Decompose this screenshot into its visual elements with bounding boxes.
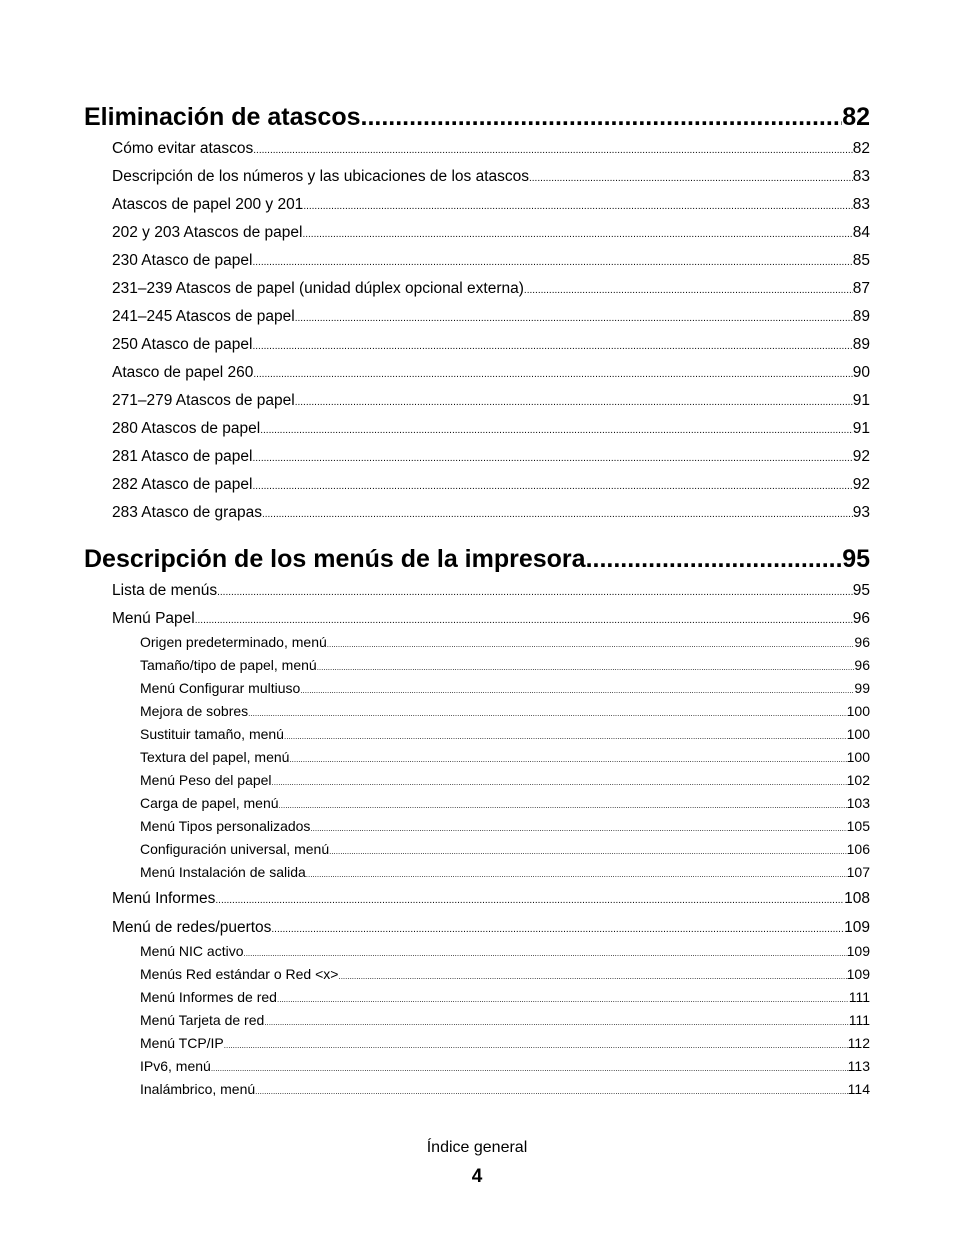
toc-entry[interactable] (112, 224, 870, 246)
dot-leader (310, 824, 846, 833)
dot-leader (252, 481, 852, 492)
toc-subentry-page: 111 (848, 989, 870, 1005)
toc-entry-page: 87 (852, 280, 870, 297)
toc-entry-page: 82 (852, 140, 870, 157)
toc-entry-page: 95 (852, 582, 870, 599)
toc-section-page: 95 (842, 545, 870, 573)
toc-subentry-page: 100 (846, 703, 870, 719)
toc-entry-title: 231–239 Atascos de papel (unidad dúplex opcional externa) (112, 280, 524, 297)
dot-leader (217, 587, 853, 598)
toc-subentry-page: 109 (846, 966, 870, 982)
toc-entry[interactable] (112, 392, 870, 414)
dot-leader (264, 1018, 848, 1027)
toc-subentry-page: 100 (846, 726, 870, 742)
dot-leader (211, 1064, 848, 1073)
toc-entry-title: Menú de redes/puertos (112, 919, 272, 936)
toc-entry-page: 84 (852, 224, 870, 241)
toc-subentry[interactable] (140, 1035, 870, 1055)
toc-entry[interactable] (112, 308, 870, 330)
dot-leader (262, 509, 853, 520)
dot-leader (303, 201, 852, 212)
toc-entry-page: 108 (844, 890, 870, 907)
toc-subentry-page: 99 (854, 680, 870, 696)
toc-subentry[interactable] (140, 795, 870, 815)
dot-leader (284, 732, 847, 741)
dot-leader (361, 103, 843, 132)
toc-subentry-page: 106 (846, 841, 870, 857)
dot-leader (272, 778, 847, 787)
toc-subentry-title: Menús Red estándar o Red <x> (140, 966, 339, 982)
toc-entry-title: 283 Atasco de grapas (112, 504, 262, 521)
toc-subentry[interactable] (140, 1058, 870, 1078)
toc-subentry-page: 105 (846, 818, 870, 834)
toc-subentry-page: 114 (847, 1081, 870, 1097)
toc-entry-title: Cómo evitar atascos (112, 140, 254, 157)
toc-subentry[interactable] (140, 864, 870, 884)
dot-leader (195, 615, 853, 626)
toc-section-title: Eliminación de atascos (84, 103, 361, 131)
toc-entry-title: Descripción de los números y las ubicaciones de los atascos (112, 168, 529, 185)
dot-leader (255, 1087, 848, 1096)
toc-subentry[interactable] (140, 989, 870, 1009)
dot-leader (329, 847, 847, 856)
toc-entry[interactable] (112, 252, 870, 274)
toc-entry-page: 96 (852, 610, 870, 627)
toc-subentry[interactable] (140, 680, 870, 700)
dot-leader (338, 972, 846, 981)
toc-entry-title: 250 Atasco de papel (112, 336, 253, 353)
toc-entry-title: 241–245 Atascos de papel (112, 308, 295, 325)
toc-subentry-title: Menú TCP/IP (140, 1035, 224, 1051)
toc-subentry-title: Menú NIC activo (140, 943, 244, 959)
toc-entry-page: 91 (852, 392, 870, 409)
dot-leader (295, 313, 853, 324)
toc-entry-title: 282 Atasco de papel (112, 476, 253, 493)
toc-subentry-page: 103 (846, 795, 870, 811)
toc-entry[interactable] (112, 280, 870, 302)
toc-section-title: Descripción de los menús de la impresora (84, 545, 586, 573)
toc-subentry[interactable] (140, 818, 870, 838)
toc-entry-page: 83 (852, 168, 870, 185)
toc-entry[interactable] (112, 890, 870, 912)
toc-entry[interactable] (112, 364, 870, 386)
toc-subentry[interactable] (140, 726, 870, 746)
toc-subentry-title: Menú Instalación de salida (140, 864, 306, 880)
toc-subentry[interactable] (140, 966, 870, 986)
toc-section-page: 82 (842, 103, 870, 131)
dot-leader (253, 145, 852, 156)
toc-entry-title: Lista de menús (112, 582, 218, 599)
toc-subentry-page: 96 (854, 657, 870, 673)
dot-leader (302, 229, 852, 240)
dot-leader (300, 686, 854, 695)
dot-leader (260, 425, 853, 436)
toc-subentry-title: Tamaño/tipo de papel, menú (140, 657, 317, 673)
toc-section-heading[interactable] (84, 103, 870, 133)
toc-entry[interactable] (112, 504, 870, 526)
toc-entry[interactable] (112, 919, 870, 941)
dot-leader (277, 995, 849, 1004)
toc-entry-page: 92 (852, 476, 870, 493)
toc-entry-page: 90 (852, 364, 870, 381)
dot-leader (524, 285, 853, 296)
toc-entry-title: 281 Atasco de papel (112, 448, 253, 465)
toc-subentry-title: Menú Informes de red (140, 989, 277, 1005)
toc-entry-page: 89 (852, 336, 870, 353)
toc-entry-title: Atasco de papel 260 (112, 364, 254, 381)
dot-leader (317, 663, 855, 672)
dot-leader (252, 453, 852, 464)
toc-subentry-page: 102 (846, 772, 870, 788)
toc-entry[interactable] (112, 336, 870, 358)
dot-leader (306, 870, 847, 879)
toc-subentry-page: 109 (846, 943, 870, 959)
toc-subentry[interactable] (140, 841, 870, 861)
toc-subentry-title: Textura del papel, menú (140, 749, 290, 765)
dot-leader (215, 895, 844, 906)
toc-subentry[interactable] (140, 1081, 870, 1101)
dot-leader (252, 257, 852, 268)
toc-entry[interactable] (112, 140, 870, 162)
dot-leader (586, 545, 843, 574)
toc-entry[interactable] (112, 196, 870, 218)
toc-subentry-title: Configuración universal, menú (140, 841, 330, 857)
toc-subentry[interactable] (140, 1012, 870, 1032)
dot-leader (248, 709, 846, 718)
toc-entry-page: 85 (852, 252, 870, 269)
toc-subentry[interactable] (140, 703, 870, 723)
toc-entry-page: 109 (844, 919, 870, 936)
toc-entry-page: 92 (852, 448, 870, 465)
toc-entry-title: Menú Informes (112, 890, 216, 907)
toc-entry-page: 89 (852, 308, 870, 325)
footer-label: Índice general (426, 1139, 528, 1156)
toc-subentry[interactable] (140, 943, 870, 963)
dot-leader (529, 173, 853, 184)
dot-leader (289, 755, 846, 764)
toc-subentry-title: Mejora de sobres (140, 703, 249, 719)
toc-entry[interactable] (112, 582, 870, 604)
toc-entry-title: 202 y 203 Atascos de papel (112, 224, 303, 241)
toc-entry-title: Atascos de papel 200 y 201 (112, 196, 304, 213)
toc-subentry-page: 96 (854, 634, 870, 650)
toc-entry-title: 230 Atasco de papel (112, 252, 253, 269)
toc-subentry-title: Sustituir tamaño, menú (140, 726, 284, 742)
toc-subentry-title: Carga de papel, menú (140, 795, 279, 811)
toc-subentry-page: 100 (846, 749, 870, 765)
toc-subentry-title: Menú Tipos personalizados (140, 818, 311, 834)
toc-subentry-title: Inalámbrico, menú (140, 1081, 256, 1097)
toc-entry-title: Menú Papel (112, 610, 195, 627)
toc-entry-page: 93 (852, 504, 870, 521)
toc-subentry-page: 113 (847, 1058, 870, 1074)
toc-subentry-title: Menú Tarjeta de red (140, 1012, 265, 1028)
toc-entry-title: 271–279 Atascos de papel (112, 392, 295, 409)
toc-section-heading[interactable] (84, 545, 870, 575)
page-number: 4 (471, 1166, 483, 1187)
toc-entry[interactable] (112, 420, 870, 442)
toc-subentry-page: 112 (847, 1035, 870, 1051)
dot-leader (243, 949, 846, 958)
toc-entry[interactable] (112, 476, 870, 498)
dot-leader (295, 397, 853, 408)
dot-leader (252, 341, 852, 352)
toc-subentry[interactable] (140, 657, 870, 677)
dot-leader (224, 1041, 848, 1050)
toc-subentry-title: Menú Configurar multiuso (140, 680, 301, 696)
toc-entry[interactable] (112, 168, 870, 190)
toc-subentry-title: IPv6, menú (140, 1058, 211, 1074)
toc-subentry[interactable] (140, 634, 870, 654)
toc-subentry-title: Origen predeterminado, menú (140, 634, 327, 650)
toc-entry[interactable] (112, 448, 870, 470)
toc-subentry[interactable] (140, 772, 870, 792)
toc-subentry[interactable] (140, 749, 870, 769)
dot-leader (279, 801, 847, 810)
dot-leader (253, 369, 852, 380)
dot-leader (271, 924, 844, 935)
toc-entry-title: 280 Atascos de papel (112, 420, 261, 437)
toc-entry[interactable] (112, 610, 870, 632)
toc-subentry-title: Menú Peso del papel (140, 772, 272, 788)
dot-leader (327, 640, 855, 649)
toc-entry-page: 91 (852, 420, 870, 437)
toc-subentry-page: 111 (848, 1012, 870, 1028)
toc-subentry-page: 107 (846, 864, 870, 880)
toc-entry-page: 83 (852, 196, 870, 213)
